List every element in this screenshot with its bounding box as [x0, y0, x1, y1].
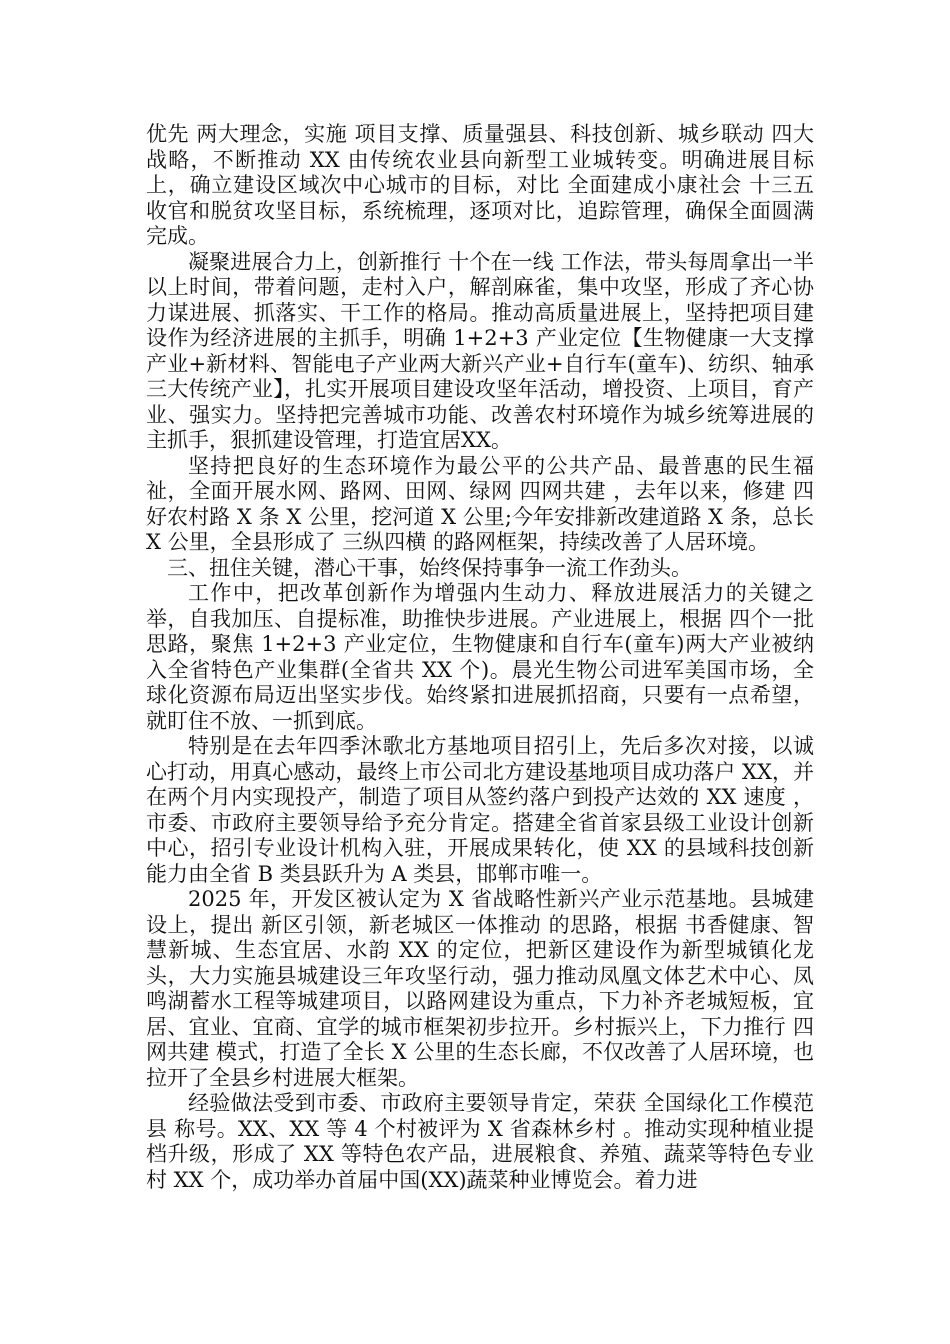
document-page [146, 122, 821, 1193]
paragraph: 工作中，把改革创新作为增强内生动力、释放进展活力的关键之举，自我加压、自提标准，助推快步进展。产业进展上，根据 四个一批 思路，聚焦 1+2+3 产业定位，生物健康和自行车(童车)两大产业被纳入全省特色产业集群(全省共 XX 个)。晨光生物公司进军美国市场，全球化资源布局迈出坚实步伐。始终紧扣进展抓招商，只要有一点希望，就盯住不放、一抓到底。 [146, 581, 821, 733]
paragraph: 凝聚进展合力上，创新推行 十个在一线 工作法，带头每周拿出一半以上时间，带着问题，走村入户，解剖麻雀，集中攻坚，形成了齐心协力谋进展、抓落实、干工作的格局。推动高质量进展上，坚持把项目建设作为经济进展的主抓手，明确 1+2+3 产业定位【生物健康一大支撑产业+新材料、智能电子产业两大新兴产业+自行车(童车)、纺织、轴承三大传统产业】，扎实开展项目建设攻坚年活动，增投资、上项目，育产业、强实力。坚持把完善城市功能、改善农村环境作为城乡统筹进展的主抓手，狠抓建设管理，打造宜居XX。 [146, 249, 814, 452]
paragraph: 经验做法受到市委、市政府主要领导肯定，荣获 全国绿化工作模范县 称号。XX、XX 等 4 个村被评为 X 省森林乡村 。推动实现种植业提档升级，形成了 XX 等特色农产品，进展粮食、养殖、蔬菜等特色专业村 XX 个，成功举办首届中国(XX)蔬菜种业博览会。着力进 [146, 1091, 814, 1192]
paragraph-continuation: 优先 两大理念，实施 项目支撑、质量强县、科技创新、城乡联动 四大战略，不断推动 XX 由传统农业县向新型工业城转变。明确进展目标上，确立建设区域次中心城市的目标，对比 全面建成小康社会 十三五 收官和脱贫攻坚目标，系统梳理，逐项对比，追踪管理，确保全面圆满完成。 [146, 122, 821, 248]
section-heading: 三、扭住关键，潜心干事，始终保持事争一流工作劲头。 [167, 555, 692, 580]
paragraph: 特别是在去年四季沐歌北方基地项目招引上，先后多次对接，以诚心打动，用真心感动，最终上市公司北方建设基地项目成功落户 XX，并在两个月内实现投产，制造了项目从签约落户到投产达效的 XX 速度 ，市委、市政府主要领导给予充分肯定。搭建全省首家县级工业设计创新中心，招引专业设计机构入驻，开展成果转化，使 XX 的县域科技创新能力由全省 B 类县跃升为 A 类县，邯郸市唯一。 [146, 734, 814, 886]
paragraph: 坚持把良好的生态环境作为最公平的公共产品、最普惠的民生福祉，全面开展水网、路网、田网、绿网 四网共建 ，去年以来，修建 四好农村路 X 条 X 公里，挖河道 X 公里;今年安排新改建道路 X 条，总长 X 公里，全县形成了 三纵四横 的路网框架，持续改善了人居环境。 [146, 453, 821, 554]
paragraph: 2025 年，开发区被认定为 X 省战略性新兴产业示范基地。县城建设上，提出 新区引领，新老城区一体推动 的思路，根据 书香健康、智慧新城、生态宜居、水韵 XX 的定位，把新区建设作为新型城镇化龙头，大力实施县城建设三年攻坚行动，强力推动凤凰文体艺术中心、凤鸣湖蓄水工程等城建项目，以路网建设为重点，下力补齐老城短板，宜居、宜业、宜商、宜学的城市框架初步拉开。乡村振兴上，下力推行 四网共建 模式，打造了全长 X 公里的生态长廊，不仅改善了人居环境，也拉开了全县乡村进展大框架。 [146, 887, 814, 1090]
